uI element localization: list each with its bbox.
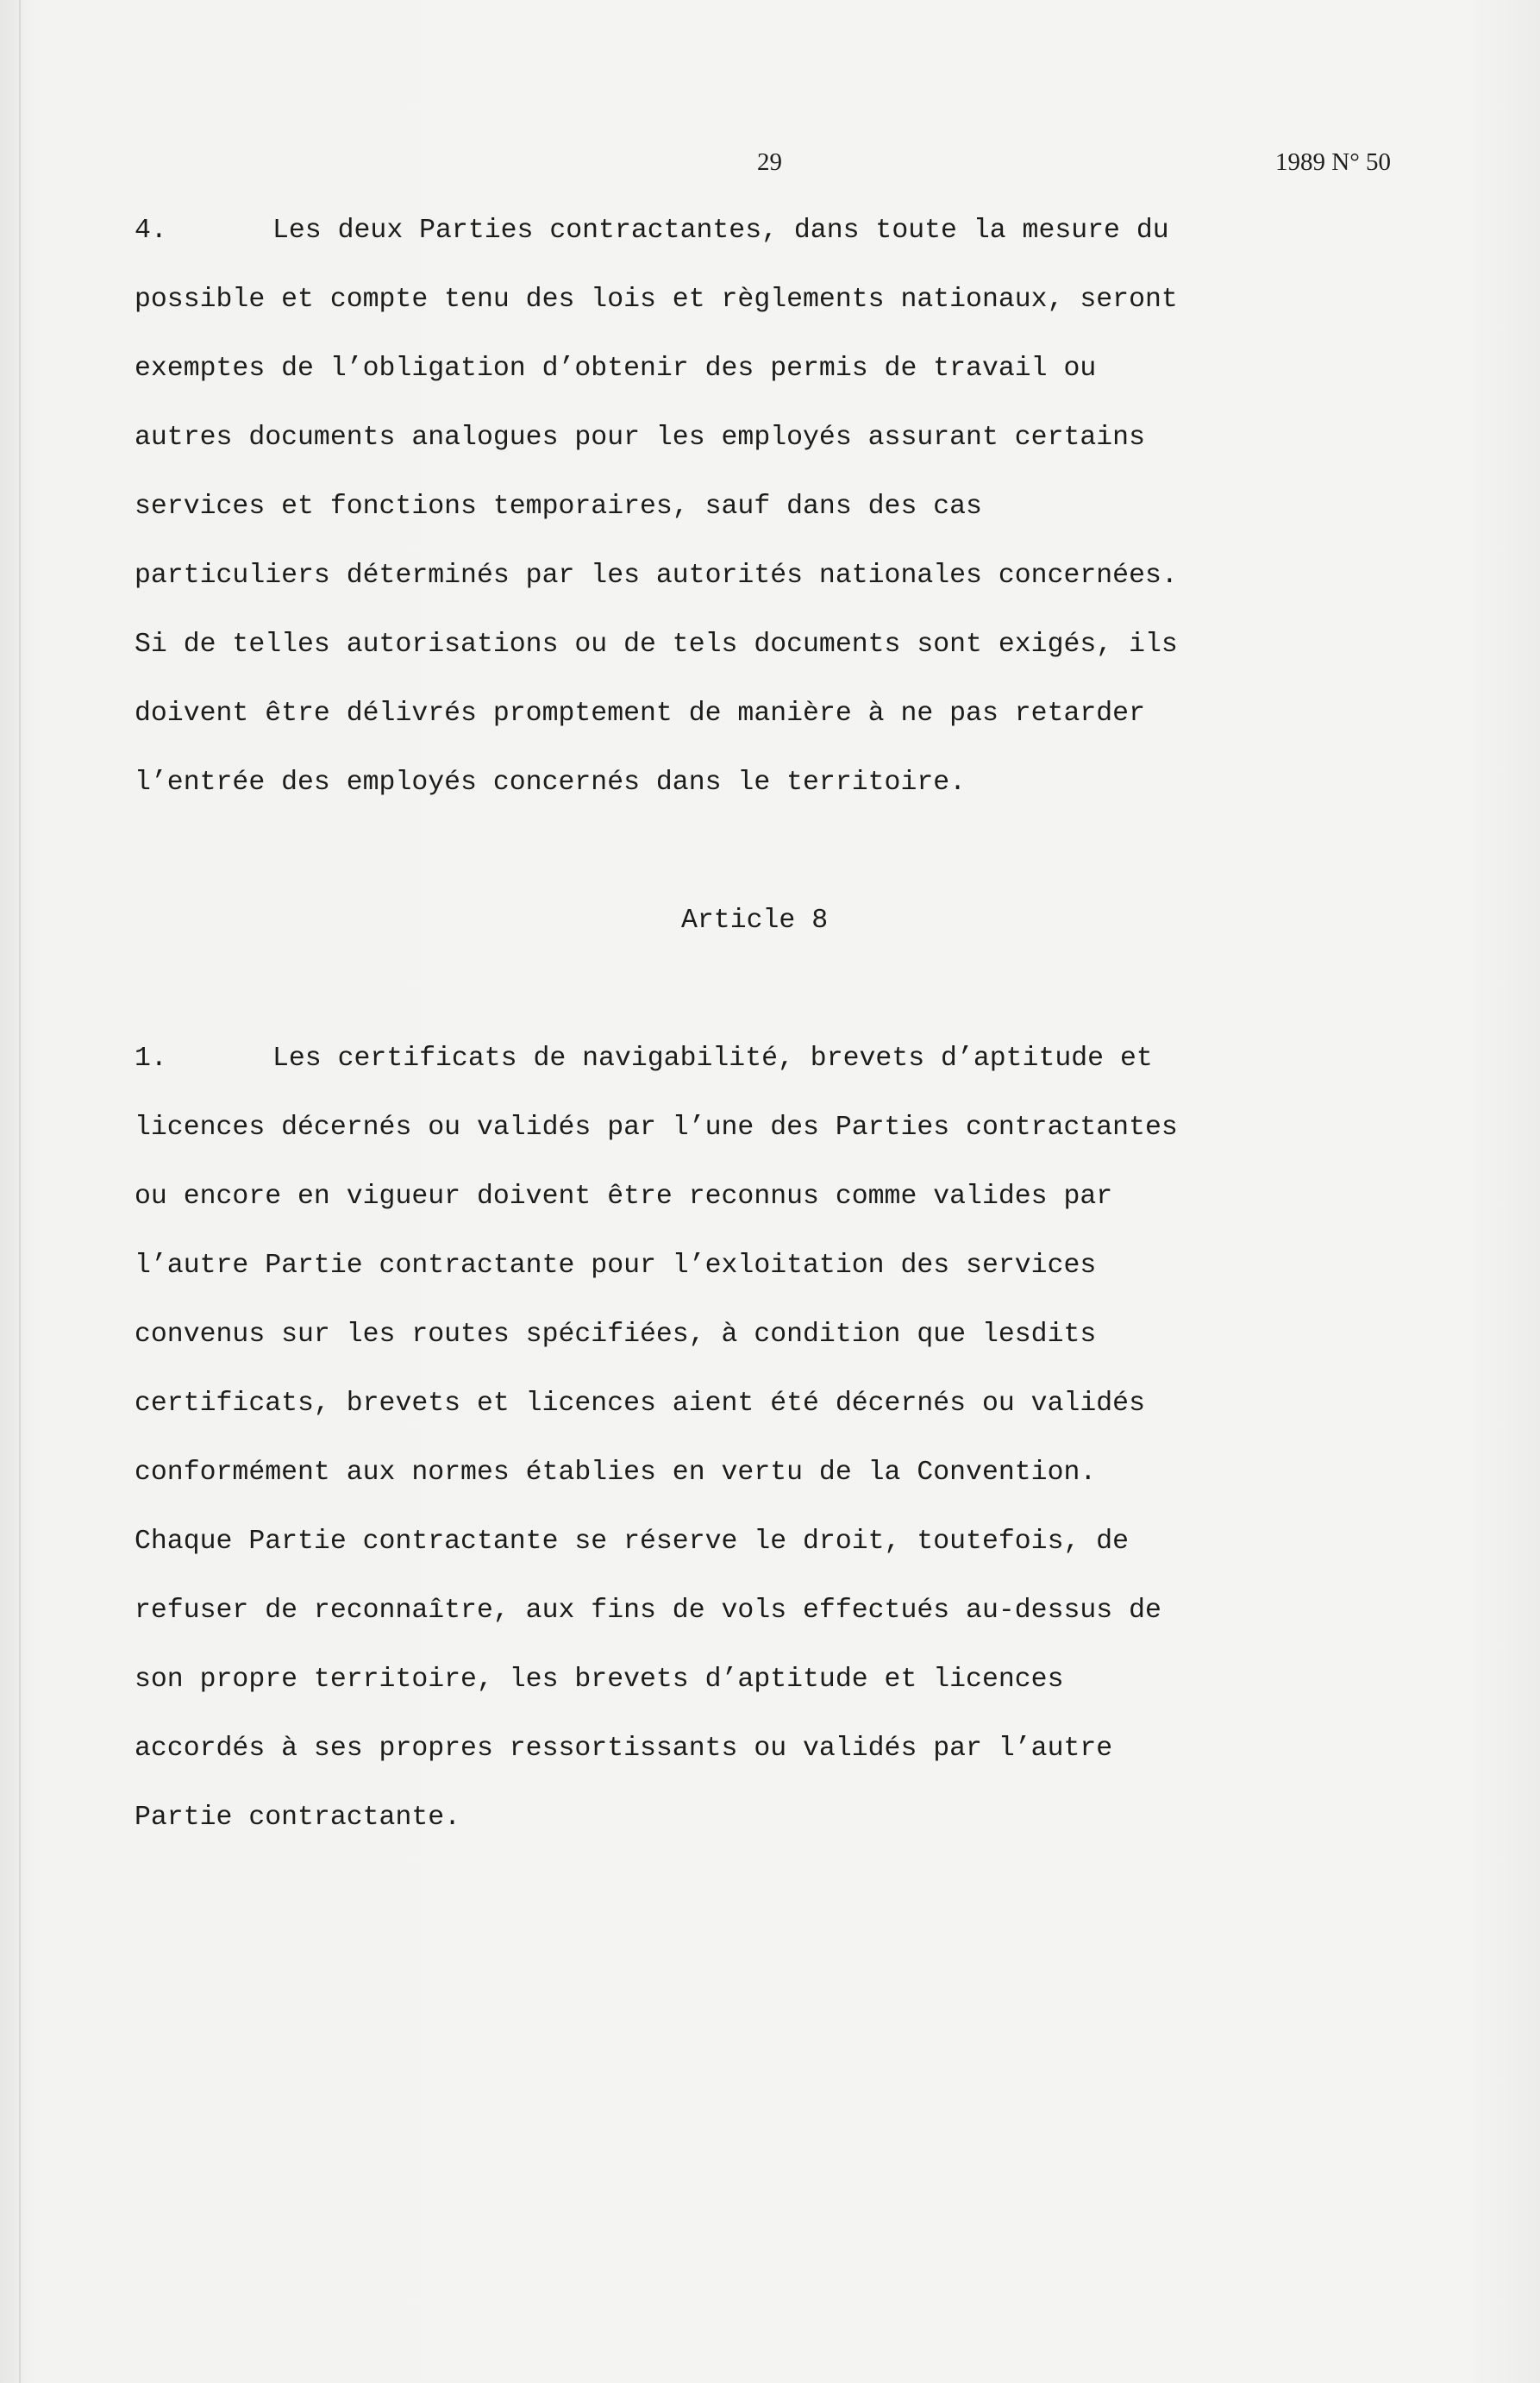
paragraph-1-line-5: convenus sur les routes spécifiées, à condition que lesdits <box>135 1320 1097 1350</box>
spacer <box>135 818 1445 887</box>
paragraph-1-line-12: Partie contractante. <box>135 1803 461 1833</box>
paragraph-4-line-1 <box>135 197 1445 266</box>
paragraph-number: 4. <box>135 216 167 246</box>
paragraph-1-line-10: son propre territoire, les brevets d’aptitude et licences <box>135 1665 1064 1695</box>
paragraph-1-line-8: Chaque Partie contractante se réserve le droit, toutefois, de <box>135 1527 1130 1557</box>
paragraph-text: Les deux Parties contractantes, dans toute la mesure du <box>272 216 1169 246</box>
page-header <box>0 148 1540 183</box>
paragraph-1-line-3: ou encore en vigueur doivent être reconnus comme valides par <box>135 1182 1113 1212</box>
paragraph-1-line-6: certificats, brevets et licences aient été décernés ou validés <box>135 1389 1145 1419</box>
paragraph-4-line-6: particuliers déterminés par les autorités nationales concernées. <box>135 561 1178 591</box>
article-heading: Article 8 <box>681 906 829 936</box>
spacer <box>135 956 1445 1025</box>
paragraph-number: 1. <box>135 1044 167 1074</box>
paragraph-1-line-2: licences décernés ou validés par l’une des Parties contractantes <box>135 1113 1178 1143</box>
paragraph-4-line-8: doivent être délivrés promptement de manière à ne pas retarder <box>135 699 1145 729</box>
paragraph-4-line-3: exemptes de l’obligation d’obtenir des permis de travail ou <box>135 354 1097 384</box>
paragraph-text: Les certificats de navigabilité, brevets d’aptitude et <box>272 1044 1153 1074</box>
document-body <box>135 197 1445 1853</box>
paragraph-4-line-2: possible et compte tenu des lois et règlements nationaux, seront <box>135 285 1178 315</box>
paragraph-4-line-5: services et fonctions temporaires, sauf dans des cas <box>135 492 982 522</box>
paragraph-1-line-11: accordés à ses propres ressortissants ou validés par l’autre <box>135 1734 1113 1764</box>
document-reference: 1989 N° 50 <box>1275 148 1392 176</box>
paragraph-4-line-4: autres documents analogues pour les employés assurant certains <box>135 423 1145 453</box>
paragraph-1-line-4: l’autre Partie contractante pour l’exloitation des services <box>135 1251 1097 1281</box>
paragraph-1-line-7: conformément aux normes établies en vertu de la Convention. <box>135 1458 1097 1488</box>
paragraph-4-line-9: l’entrée des employés concernés dans le territoire. <box>135 768 967 798</box>
paragraph-1-line-1 <box>135 1025 1445 1094</box>
paragraph-1-line-9: refuser de reconnaître, aux fins de vols effectués au-dessus de <box>135 1596 1161 1626</box>
page-number: 29 <box>757 148 782 176</box>
paragraph-4-line-7: Si de telles autorisations ou de tels documents sont exigés, ils <box>135 630 1178 660</box>
page-edge <box>19 0 21 2383</box>
